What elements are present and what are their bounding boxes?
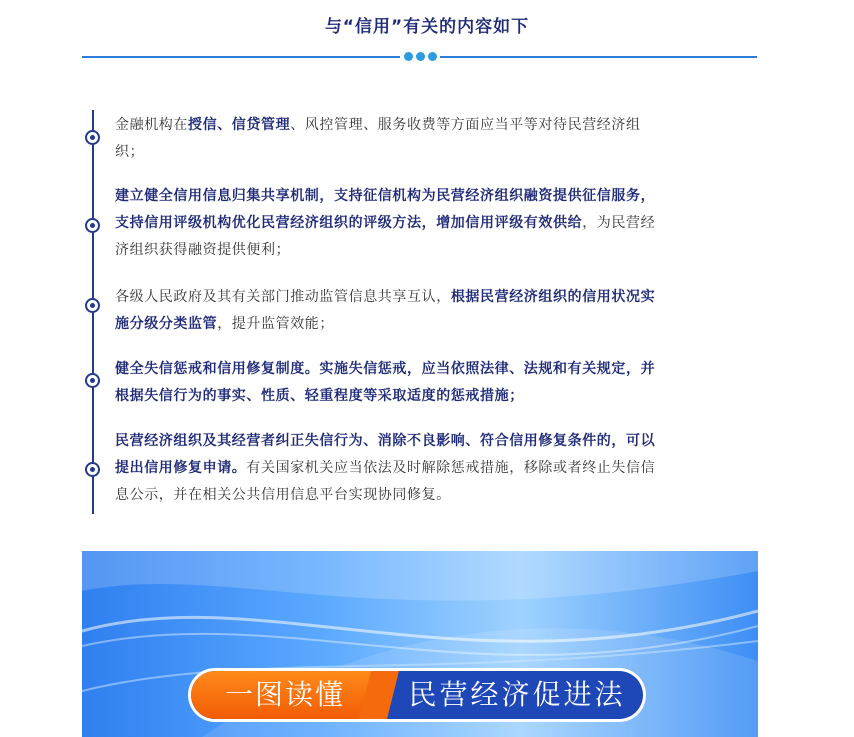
- item-line: [115, 183, 735, 210]
- item-highlight: 根据民营经济组织的信用状况实: [450, 289, 656, 305]
- timeline-marker-icon: [85, 218, 100, 233]
- item-line: [115, 428, 735, 455]
- dot-icon: [404, 52, 413, 61]
- item-highlight: 健全失信惩戒和信用修复制度。实施失信惩戒，应当依照法律、法规和有关规定，并: [115, 361, 656, 377]
- timeline-marker-icon: [85, 130, 100, 145]
- item-highlight: 建立健全信用信息归集共享机制，支持征信机构为民营经济组织融资提供征信服务，: [115, 188, 656, 204]
- item-highlight: 民营经济组织及其经营者纠正失信行为、消除不良影响、符合信用修复条件的，可以: [115, 433, 656, 449]
- item-line: 息公示，并在相关公共信用信息平台实现协同修复。: [115, 487, 451, 503]
- item-line: [115, 112, 735, 139]
- item-highlight: 根据失信行为的事实、性质、轻重程度等采取适度的惩戒措施；: [115, 388, 524, 404]
- item-text: 、风控管理、服务收费等方面应当平等对待民营经济组: [290, 117, 641, 133]
- timeline-marker-icon: [85, 298, 100, 313]
- item-text: 金融机构在: [115, 117, 188, 133]
- divider-dots: [404, 52, 440, 62]
- timeline-marker-icon: [85, 462, 100, 477]
- list-item: [115, 183, 735, 264]
- banner-left-label: 一图读懂: [191, 671, 379, 719]
- item-highlight: 提出信用修复申请。: [115, 460, 247, 476]
- item-highlight: 支持信用评级机构优化民营经济组织的评级方法，增加信用评级有效供给: [115, 215, 583, 231]
- divider-right: [440, 56, 757, 58]
- item-highlight: 授信、信贷管理: [188, 117, 291, 133]
- dot-icon: [428, 52, 437, 61]
- item-line: [115, 311, 735, 338]
- item-line: [115, 210, 735, 237]
- item-text: 有关国家机关应当依法及时解除惩戒措施，移除或者终止失信信: [246, 460, 656, 476]
- list-item: [115, 112, 735, 166]
- item-line: [115, 356, 735, 383]
- page-title: 与“信用”有关的内容如下: [324, 17, 530, 37]
- divider-left: [82, 56, 400, 58]
- pill-inner: [191, 671, 643, 719]
- item-line: [115, 383, 735, 410]
- list-item: [115, 356, 735, 410]
- dot-icon: [416, 52, 425, 61]
- list-item: [115, 428, 735, 509]
- list-item: [115, 284, 735, 338]
- banner-title-pill[interactable]: [188, 668, 646, 722]
- promo-banner[interactable]: [82, 551, 758, 737]
- item-line: [115, 455, 735, 482]
- item-text: ，为民营经: [582, 215, 656, 231]
- item-text: 各级人民政府及其有关部门推动监管信息共享互认，: [115, 289, 451, 305]
- item-line: [115, 284, 735, 311]
- item-line: 织；: [115, 144, 145, 160]
- item-highlight: 施分级分类监管: [115, 316, 218, 332]
- timeline-marker-icon: [85, 373, 100, 388]
- banner-right-label: 民营经济促进法: [408, 678, 626, 711]
- item-line: 济组织获得融资提供便利；: [115, 242, 291, 258]
- item-text: ，提升监管效能；: [217, 316, 335, 332]
